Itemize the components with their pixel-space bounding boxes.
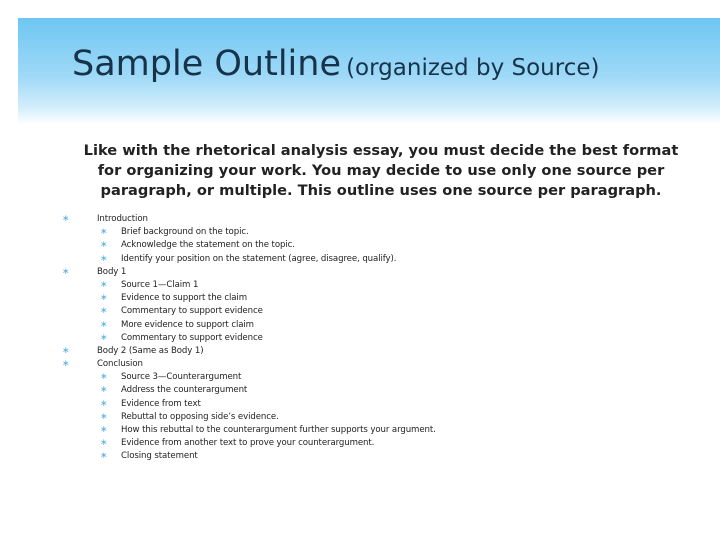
asterisk-bullet-icon: ∗	[100, 306, 108, 317]
outline-subitem	[62, 424, 702, 437]
outline-item-text: More evidence to support claim	[121, 319, 254, 330]
outline-subitem	[62, 398, 702, 411]
outline-item-text: Source 1—Claim 1	[121, 279, 199, 290]
outline-subitem	[62, 292, 702, 305]
outline-subitem	[62, 305, 702, 318]
asterisk-bullet-icon: ∗	[62, 214, 70, 224]
outline-subitem	[62, 332, 702, 345]
outline-item-text: Body 1	[97, 266, 127, 277]
outline-item-text: Acknowledge the statement on the topic.	[121, 240, 295, 251]
outline-item	[62, 266, 702, 279]
outline-item-text: Introduction	[97, 214, 148, 224]
asterisk-bullet-icon: ∗	[100, 253, 108, 264]
outline-subitem	[62, 384, 702, 397]
outline-item	[62, 358, 702, 371]
asterisk-bullet-icon: ∗	[100, 411, 108, 422]
asterisk-bullet-icon: ∗	[100, 385, 108, 396]
asterisk-bullet-icon: ∗	[100, 372, 108, 383]
asterisk-bullet-icon: ∗	[100, 332, 108, 343]
outline-item-text: Evidence to support the claim	[121, 293, 247, 304]
outline-item-text: Evidence from text	[121, 398, 201, 409]
slide-title	[72, 44, 599, 84]
outline-item-text: Body 2 (Same as Body 1)	[97, 345, 204, 356]
outline-item-text: Closing statement	[121, 451, 198, 462]
outline-item-text: Commentary to support evidence	[121, 332, 263, 343]
asterisk-bullet-icon: ∗	[62, 359, 70, 370]
outline-subitem	[62, 279, 702, 292]
outline-item-text: Rebuttal to opposing side’s evidence.	[121, 411, 279, 422]
asterisk-bullet-icon: ∗	[62, 266, 70, 277]
outline-item-text: Evidence from another text to prove your counterargument.	[121, 438, 375, 449]
asterisk-bullet-icon: ∗	[100, 398, 108, 409]
outline-item-text: Commentary to support evidence	[121, 306, 263, 317]
outline-subitem	[62, 411, 702, 424]
outline-item	[62, 345, 702, 358]
slide-title-sub: (organized by Source)	[346, 55, 600, 81]
outline-list	[62, 213, 702, 464]
asterisk-bullet-icon: ∗	[100, 293, 108, 304]
asterisk-bullet-icon: ∗	[100, 451, 108, 462]
intro-paragraph: Like with the rhetorical analysis essay, you must decide the best format for organizing your work. You may decide to use only one source per paragraph, or multiple. This outline uses one source per paragraph.	[83, 142, 679, 199]
asterisk-bullet-icon: ∗	[100, 279, 108, 290]
outline-subitem	[62, 450, 702, 463]
slide-title-main: Sample Outline	[72, 44, 341, 84]
asterisk-bullet-icon: ∗	[100, 438, 108, 449]
outline-item	[62, 213, 702, 226]
outline-item-text: Conclusion	[97, 359, 143, 370]
outline-subitem	[62, 319, 702, 332]
outline-item-text: Address the counterargument	[121, 385, 248, 396]
asterisk-bullet-icon: ∗	[100, 425, 108, 435]
outline-item-text: How this rebuttal to the counterargument further supports your argument.	[121, 425, 436, 435]
outline-subitem	[62, 226, 702, 239]
asterisk-bullet-icon: ∗	[100, 227, 108, 238]
asterisk-bullet-icon: ∗	[100, 240, 108, 251]
asterisk-bullet-icon: ∗	[62, 345, 70, 356]
outline-subitem	[62, 239, 702, 252]
outline-subitem	[62, 437, 702, 450]
asterisk-bullet-icon: ∗	[100, 319, 108, 330]
outline-item-text: Identify your position on the statement (agree, disagree, qualify).	[121, 253, 397, 264]
outline-item-text: Source 3—Counterargument	[121, 372, 242, 383]
outline-subitem	[62, 371, 702, 384]
outline-item-text: Brief background on the topic.	[121, 227, 249, 238]
outline-subitem	[62, 253, 702, 266]
